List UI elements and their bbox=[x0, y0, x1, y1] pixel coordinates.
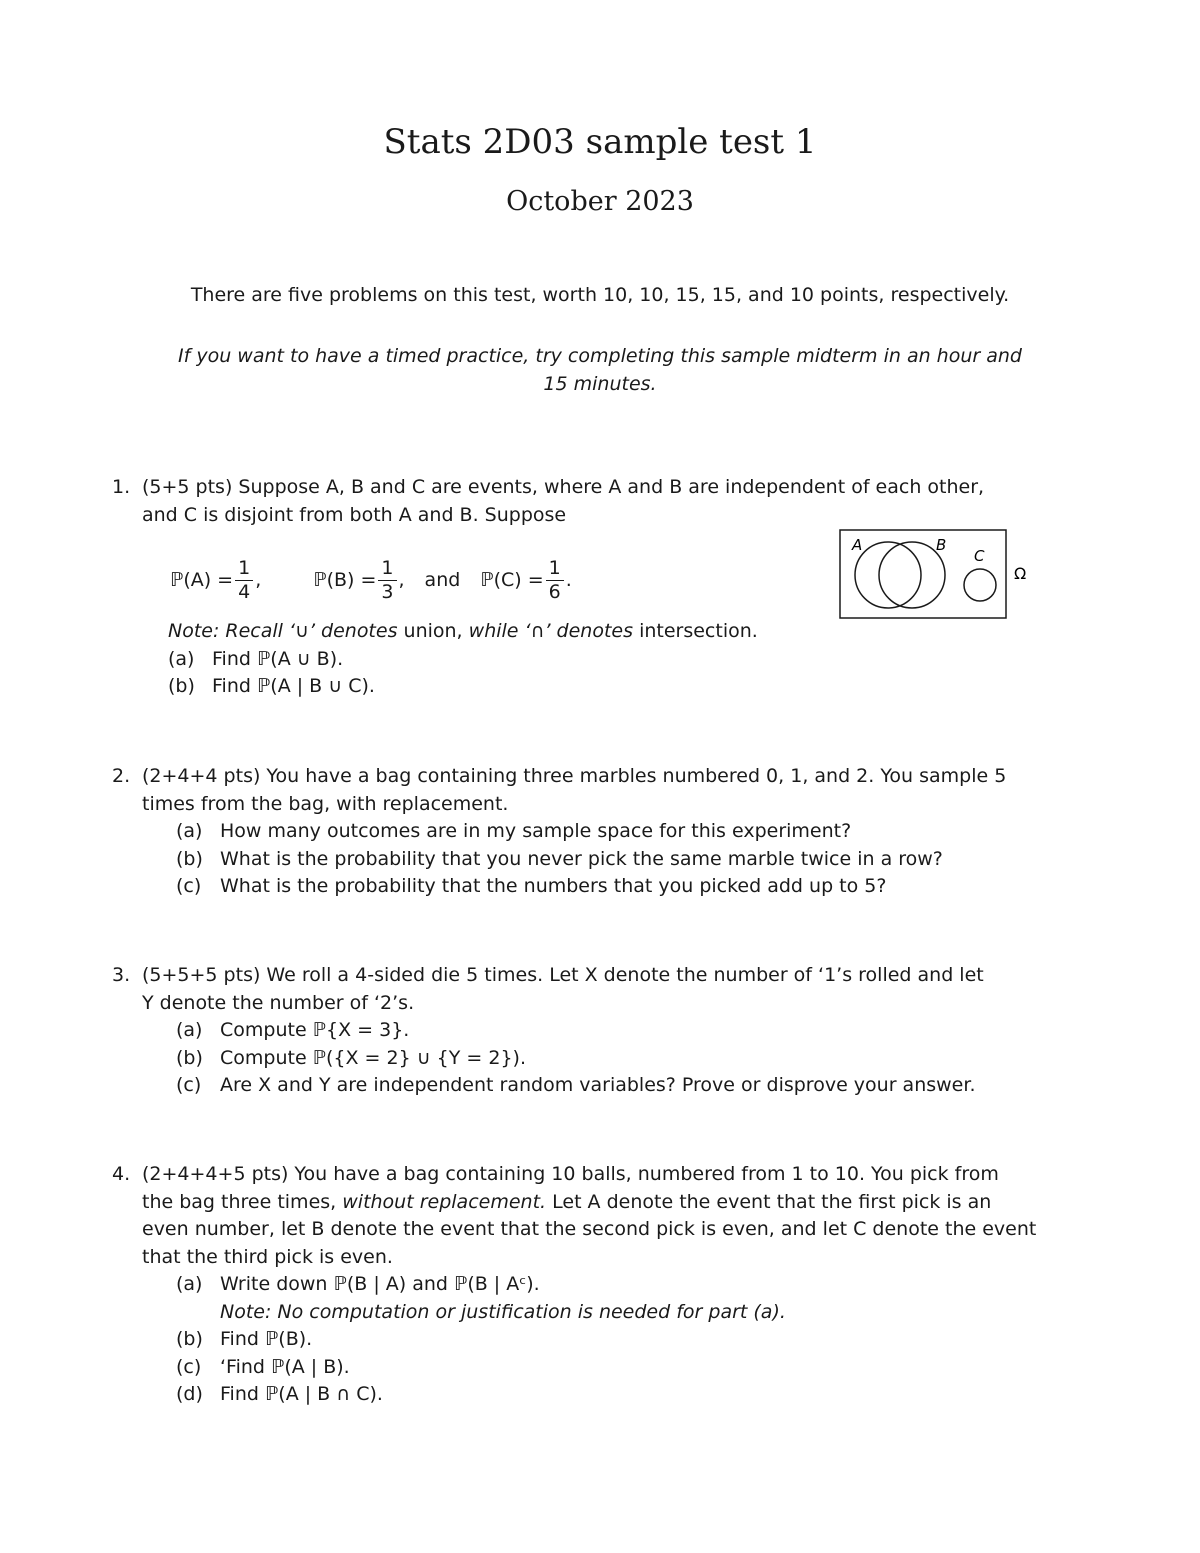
page-title: Stats 2D03 sample test 1 bbox=[383, 122, 817, 162]
problem-part bbox=[176, 1045, 1062, 1073]
set-c-circle bbox=[964, 569, 996, 601]
part-text: What is the probability that you never pick the same marble twice in a row? bbox=[220, 847, 943, 870]
part-label: (a) bbox=[176, 820, 203, 842]
part-text: What is the probability that the numbers that you picked add up to 5? bbox=[220, 875, 887, 897]
problem-text-line: (2+4+4 pts) You have a bag containing three marbles numbered 0, 1, and 2. You sample 5 bbox=[142, 765, 1007, 787]
fraction bbox=[378, 556, 396, 603]
fraction-numerator: 1 bbox=[378, 559, 396, 581]
problem-part bbox=[176, 1326, 1062, 1354]
problem-text-line: (5+5+5 pts) We roll a 4-sided die 5 times. Let X denote the number of ‘1’s rolled and let bbox=[142, 964, 984, 986]
problem-text-line: even number, let B denote the event that the second pick is even, and let C denote the event bbox=[142, 1218, 1037, 1240]
part-text: Find ℙ(A ∪ B). bbox=[212, 647, 344, 670]
fraction-denominator: 6 bbox=[548, 580, 561, 603]
part-label: (b) bbox=[176, 847, 203, 870]
part-text: Find ℙ(A | B ∪ C). bbox=[212, 675, 375, 697]
problem-number: 2. bbox=[112, 765, 131, 787]
part-text: Find ℙ(A | B ∩ C). bbox=[220, 1383, 383, 1405]
part-label bbox=[176, 1299, 220, 1327]
formula-pa-lhs: ℙ(A) = bbox=[170, 569, 234, 591]
problem-part bbox=[176, 846, 1062, 874]
fraction-numerator: 1 bbox=[235, 559, 253, 581]
problem-part bbox=[176, 873, 1062, 901]
advice-text bbox=[150, 342, 1050, 398]
venn-label-a: A bbox=[852, 536, 863, 554]
problem-2 bbox=[112, 763, 1062, 901]
problem-text-line: that the third pick is even. bbox=[142, 1245, 393, 1268]
advice-line-1: If you want to have a timed practice, try completing this sample midterm in an hour and bbox=[178, 345, 1022, 367]
problem-part bbox=[168, 673, 1062, 701]
probability-formula: ℙ(A) = $\frac{1}{4}$ , ℙ(B) = $\frac{1}{3}$ , and ℙ(C) = $\frac{1}{6}$ . bbox=[170, 556, 572, 603]
problem-text-line: (5+5 pts) Suppose A, B and C are events, where A and B are independent of each other, bbox=[142, 476, 985, 498]
fraction bbox=[546, 556, 564, 603]
problem-part bbox=[176, 1381, 1062, 1409]
problem-text-line: the bag three times, without replacement. Let A denote the event that the first pick is an bbox=[142, 1190, 992, 1213]
problem-1 bbox=[112, 474, 1062, 529]
intro-text: There are five problems on this test, worth 10, 10, 15, 15, and 10 points, respectively. bbox=[190, 284, 1010, 306]
problem-number: 3. bbox=[112, 964, 131, 986]
venn-diagram bbox=[838, 528, 1038, 622]
part-text: Are X and Y are independent random variables? Prove or disprove your answer. bbox=[220, 1074, 976, 1096]
problem-1-parts bbox=[112, 618, 1062, 701]
fraction-numerator: 1 bbox=[546, 559, 564, 581]
problem-part-note bbox=[176, 1299, 1062, 1327]
part-label: (a) bbox=[176, 1019, 203, 1041]
part-label: (a) bbox=[176, 1273, 203, 1295]
formula-pc-lhs: ℙ(C) = bbox=[480, 569, 544, 591]
venn-label-omega: Ω bbox=[1014, 564, 1027, 583]
part-note-text: Note: No computation or justification is needed for part (a). bbox=[220, 1300, 786, 1323]
advice-line-2: 15 minutes. bbox=[543, 373, 657, 395]
problem-text-line: and C is disjoint from both A and B. Suppose bbox=[142, 503, 567, 526]
formula-and: and bbox=[424, 569, 461, 591]
part-label: (a) bbox=[168, 647, 195, 670]
fraction-denominator: 4 bbox=[238, 580, 251, 603]
problem-part bbox=[176, 1271, 1062, 1299]
problem-text-line: (2+4+4+5 pts) You have a bag containing 10 balls, numbered from 1 to 10. You pick from bbox=[142, 1163, 999, 1185]
problem-note: Note: Recall ‘∪’ denotes union, while ‘∩’ denotes intersection. bbox=[168, 620, 758, 642]
fraction bbox=[235, 556, 253, 603]
venn-label-b: B bbox=[936, 536, 947, 554]
part-text: ‘Find ℙ(A | B). bbox=[220, 1355, 350, 1378]
part-label: (c) bbox=[176, 1074, 202, 1096]
part-label: (b) bbox=[176, 1046, 203, 1069]
part-text: Find ℙ(B). bbox=[220, 1328, 313, 1350]
fraction-denominator: 3 bbox=[381, 580, 394, 603]
part-text: Compute ℙ({X = 2} ∪ {Y = 2}). bbox=[220, 1046, 527, 1069]
part-text: How many outcomes are in my sample space for this experiment? bbox=[220, 820, 852, 842]
problem-4 bbox=[112, 1161, 1062, 1409]
problem-part bbox=[176, 1017, 1062, 1045]
venn-label-c: C bbox=[974, 547, 985, 565]
problem-part bbox=[168, 646, 1062, 674]
problem-part bbox=[176, 1354, 1062, 1382]
part-label: (d) bbox=[176, 1383, 203, 1405]
problem-number: 1. bbox=[112, 476, 131, 498]
part-label: (c) bbox=[176, 1355, 202, 1378]
part-text: Compute ℙ{X = 3}. bbox=[220, 1019, 410, 1041]
problem-3 bbox=[112, 962, 1062, 1100]
formula-pb-lhs: ℙ(B) = bbox=[313, 569, 377, 591]
problem-text-line: times from the bag, with replacement. bbox=[142, 792, 509, 815]
part-label: (b) bbox=[168, 675, 195, 697]
problem-text-line: Y denote the number of ‘2’s. bbox=[142, 991, 415, 1014]
problem-part bbox=[176, 818, 1062, 846]
part-label: (b) bbox=[176, 1328, 203, 1350]
page-date: October 2023 bbox=[506, 186, 694, 217]
problem-number: 4. bbox=[112, 1163, 131, 1185]
part-text: Write down ℙ(B | A) and ℙ(B | Aᶜ). bbox=[220, 1273, 540, 1295]
problem-part bbox=[176, 1072, 1062, 1100]
part-label: (c) bbox=[176, 875, 202, 897]
